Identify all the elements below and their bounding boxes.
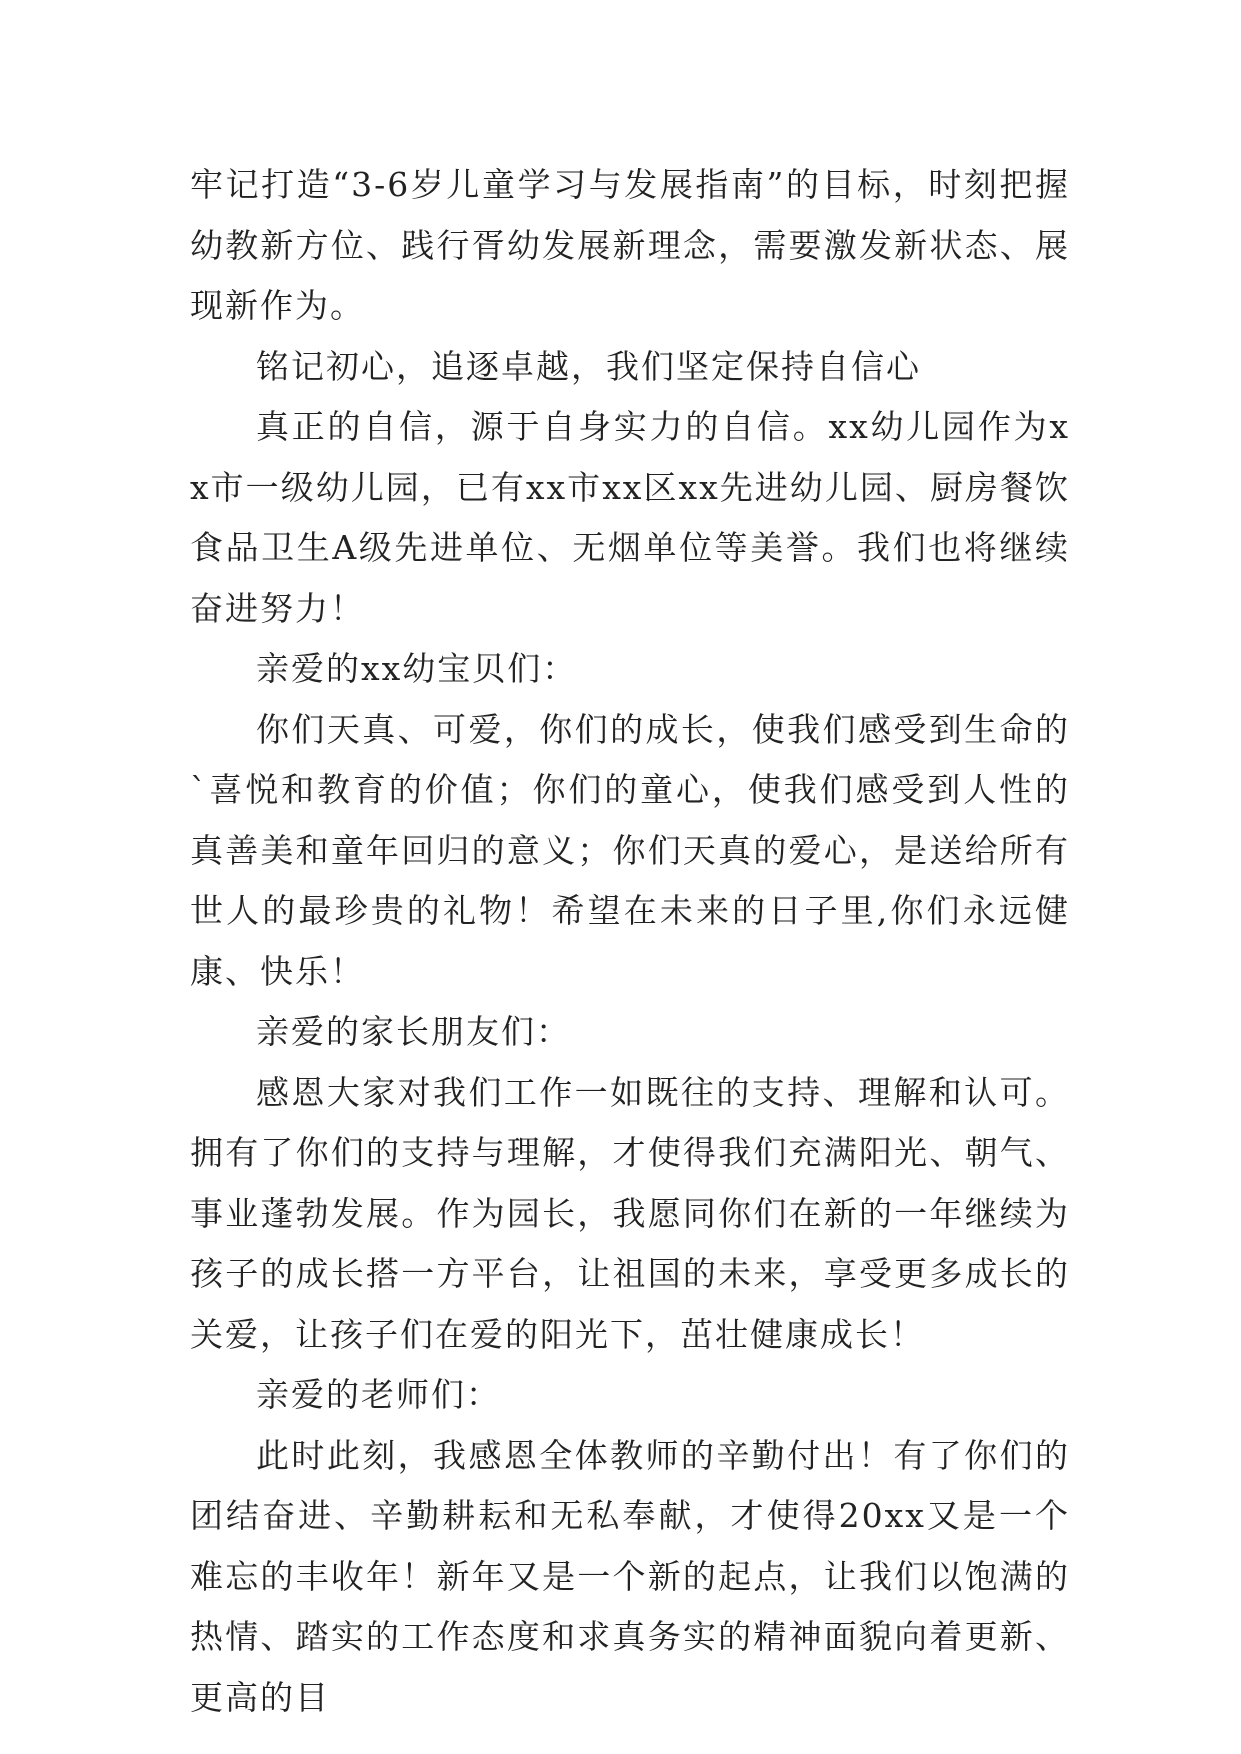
paragraph-greeting-children: 亲爱的xx幼宝贝们： [256, 649, 578, 688]
paragraph-goal: 牢记打造“3-6岁儿童学习与发展指南”的目标，时刻把握幼教新方位、践行胥幼发展新理念，需要激发新状态、展现新作为。 [190, 165, 1070, 325]
paragraph-greeting-teachers: 亲爱的老师们： [256, 1375, 501, 1414]
paragraph-heading-confidence: 铭记初心，追逐卓越，我们坚定保持自信心 [256, 346, 921, 386]
paragraph-message-parents: 感恩大家对我们工作一如既往的支持、理解和认可。拥有了你们的支持与理解，才使得我们充满阳光、朝气、事业蓬勃发展。作为园长，我愿同你们在新的一年继续为孩子的成长搭一方平台，让祖国的未来，享受更多成长的关爱，让孩子们在爱的阳光下，茁壮健康成长！ [190, 1072, 1070, 1354]
paragraph-message-teachers: 此时此刻，我感恩全体教师的辛勤付出！有了你们的团结奋进、辛勤耕耘和无私奉献，才使得20xx又是一个难忘的丰收年！新年又是一个新的起点，让我们以饱满的热情、踏实的工作态度和求真务实的精神面貌向着更新、更高的目 [190, 1435, 1070, 1717]
paragraph-greeting-parents: 亲爱的家长朋友们： [256, 1012, 571, 1051]
document-body [190, 155, 1070, 1728]
paragraph-self-confidence: 真正的自信，源于自身实力的自信。xx幼儿园作为xx市一级幼儿园，已有xx市xx区xx先进幼儿园、厨房餐饮食品卫生A级先进单位、无烟单位等美誉。我们也将继续奋进努力！ [190, 407, 1070, 628]
paragraph-message-children: 你们天真、可爱，你们的成长，使我们感受到生命的`喜悦和教育的价值；你们的童心，使我们感受到人性的真善美和童年回归的意义；你们天真的爱心，是送给所有世人的最珍贵的礼物！希望在未来的日子里,你们永远健康、快乐！ [190, 709, 1070, 991]
